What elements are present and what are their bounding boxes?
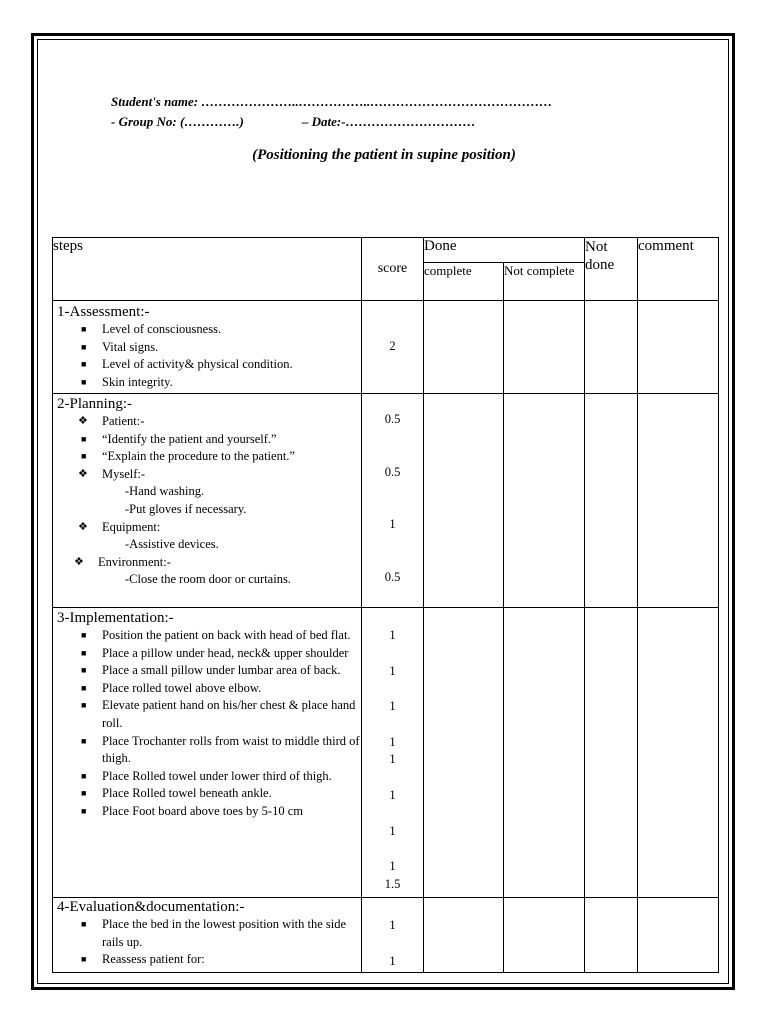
implementation-score: 1 [389, 859, 396, 874]
not-complete-cell[interactable] [504, 898, 585, 973]
planning-score: 0.5 [384, 569, 401, 584]
list-item: ■ “Explain the procedure to the patient.” [75, 448, 361, 466]
list-item: ■ Place Rolled towel beneath ankle. [75, 785, 361, 803]
square-bullet-icon: ■ [81, 630, 87, 640]
score-header: score [362, 238, 424, 301]
implementation-row [53, 608, 719, 898]
complete-header: complete [424, 263, 504, 301]
implementation-score: 1 [389, 699, 396, 714]
implementation-title: 3-Implementation:- [57, 610, 174, 626]
square-bullet-icon: ■ [81, 700, 87, 711]
not-complete-cell[interactable] [504, 608, 585, 898]
implementation-score: 1 [389, 787, 396, 802]
student-name-line: Student's name: …………………..……………..…………………………………… [111, 94, 553, 109]
document-title: (Positioning the patient in supine position) [252, 147, 516, 163]
not-done-cell[interactable] [585, 898, 638, 973]
planning-row [53, 394, 719, 608]
comment-header: comment [638, 238, 719, 301]
square-bullet-icon: ■ [81, 682, 87, 693]
list-item: ■ Place a small pillow under lumbar area of back. [75, 662, 361, 680]
list-item: ■ Level of consciousness. [75, 321, 361, 339]
not-done-cell[interactable] [585, 394, 638, 608]
implementation-score: 1 [389, 823, 396, 838]
not-complete-cell[interactable] [504, 394, 585, 608]
group-date-line [111, 114, 476, 130]
list-item: ■ Skin integrity. [75, 374, 361, 392]
planning-title: 2-Planning:- [57, 396, 132, 412]
group-number: - Group No: (………….) [111, 114, 244, 129]
list-item: ❖ Equipment: [75, 519, 361, 537]
not-complete-cell[interactable] [504, 301, 585, 394]
diamond-bullet-icon: ❖ [78, 415, 88, 427]
implementation-score: 1 [389, 734, 396, 749]
list-item: ■ “Identify the patient and yourself.” [75, 431, 361, 449]
list-item: ■ Place Trochanter rolls from waist to middle third of thigh. [81, 733, 360, 766]
assessment-row [53, 301, 719, 394]
complete-cell[interactable] [424, 898, 504, 973]
date-field: – Date:-………………………… [301, 114, 476, 129]
not-done-header: Not done [585, 238, 638, 301]
planning-score: 0.5 [384, 464, 401, 479]
steps-header: steps [53, 238, 362, 301]
done-header: Done [424, 238, 585, 263]
list-item: ❖ Patient:- [75, 413, 361, 431]
header-row [53, 238, 719, 263]
square-bullet-icon: ■ [81, 735, 87, 746]
square-bullet-icon: ■ [81, 788, 87, 799]
list-item: ❖ Environment:- [71, 554, 361, 572]
list-item: ■ Place Foot board above toes by 5-10 cm [75, 803, 361, 821]
square-bullet-icon: ■ [81, 805, 87, 816]
list-item: ❖ Myself:- [75, 466, 361, 484]
assessment-score: 2 [389, 339, 396, 354]
implementation-score: 1 [389, 663, 396, 678]
square-bullet-icon: ■ [81, 433, 87, 444]
complete-cell[interactable] [424, 301, 504, 394]
square-bullet-icon: ■ [81, 665, 87, 676]
not-done-cell[interactable] [585, 301, 638, 394]
evaluation-row [53, 898, 719, 973]
diamond-bullet-icon: ❖ [74, 555, 84, 568]
list-item: -Close the room door or curtains. [125, 572, 291, 587]
diamond-bullet-icon: ❖ [78, 467, 88, 480]
square-bullet-icon: ■ [81, 954, 87, 965]
square-bullet-icon: ■ [81, 919, 87, 929]
planning-score: 1 [389, 517, 396, 532]
square-bullet-icon: ■ [81, 770, 87, 781]
evaluation-score: 1 [389, 918, 396, 932]
square-bullet-icon: ■ [81, 647, 87, 658]
comment-cell[interactable] [638, 608, 719, 898]
complete-cell[interactable] [424, 608, 504, 898]
list-item: ■ Place Rolled towel under lower third of thigh. [75, 768, 361, 786]
list-item: ■ Place rolled towel above elbow. [75, 680, 361, 698]
list-item: ■ Level of activity& physical condition. [75, 356, 361, 374]
not-complete-header: Not complete [504, 263, 585, 301]
list-item: -Assistive devices. [125, 537, 219, 552]
complete-cell[interactable] [424, 394, 504, 608]
list-item: -Put gloves if necessary. [125, 501, 247, 516]
checklist-table [52, 237, 719, 973]
evaluation-score: 1 [389, 953, 396, 968]
square-bullet-icon: ■ [81, 341, 87, 352]
list-item: ■ Elevate patient hand on his/her chest & place hand roll. [81, 698, 356, 730]
implementation-score: 1 [389, 628, 396, 642]
planning-score: 0.5 [384, 412, 401, 426]
comment-cell[interactable] [638, 301, 719, 394]
square-bullet-icon: ■ [81, 376, 87, 387]
square-bullet-icon: ■ [81, 451, 87, 462]
list-item: -Hand washing. [125, 484, 205, 499]
list-item: ■ Vital signs. [75, 339, 361, 357]
not-done-cell[interactable] [585, 608, 638, 898]
square-bullet-icon: ■ [81, 359, 87, 370]
list-item: ■ Reassess patient for: [75, 951, 361, 969]
implementation-score: 1 [389, 752, 396, 767]
list-item: ■ Place the bed in the lowest position with the side rails up. [81, 917, 347, 949]
list-item: ■ Place a pillow under head, neck& upper shoulder [75, 645, 361, 663]
comment-cell[interactable] [638, 898, 719, 973]
comment-cell[interactable] [638, 394, 719, 608]
evaluation-title: 4-Evaluation&documentation:- [57, 899, 245, 915]
implementation-score: 1.5 [384, 876, 401, 891]
list-item: ■ Position the patient on back with head of bed flat. [75, 627, 361, 645]
diamond-bullet-icon: ❖ [78, 520, 88, 533]
square-bullet-icon: ■ [81, 324, 87, 334]
assessment-title: 1-Assessment:- [57, 304, 150, 320]
